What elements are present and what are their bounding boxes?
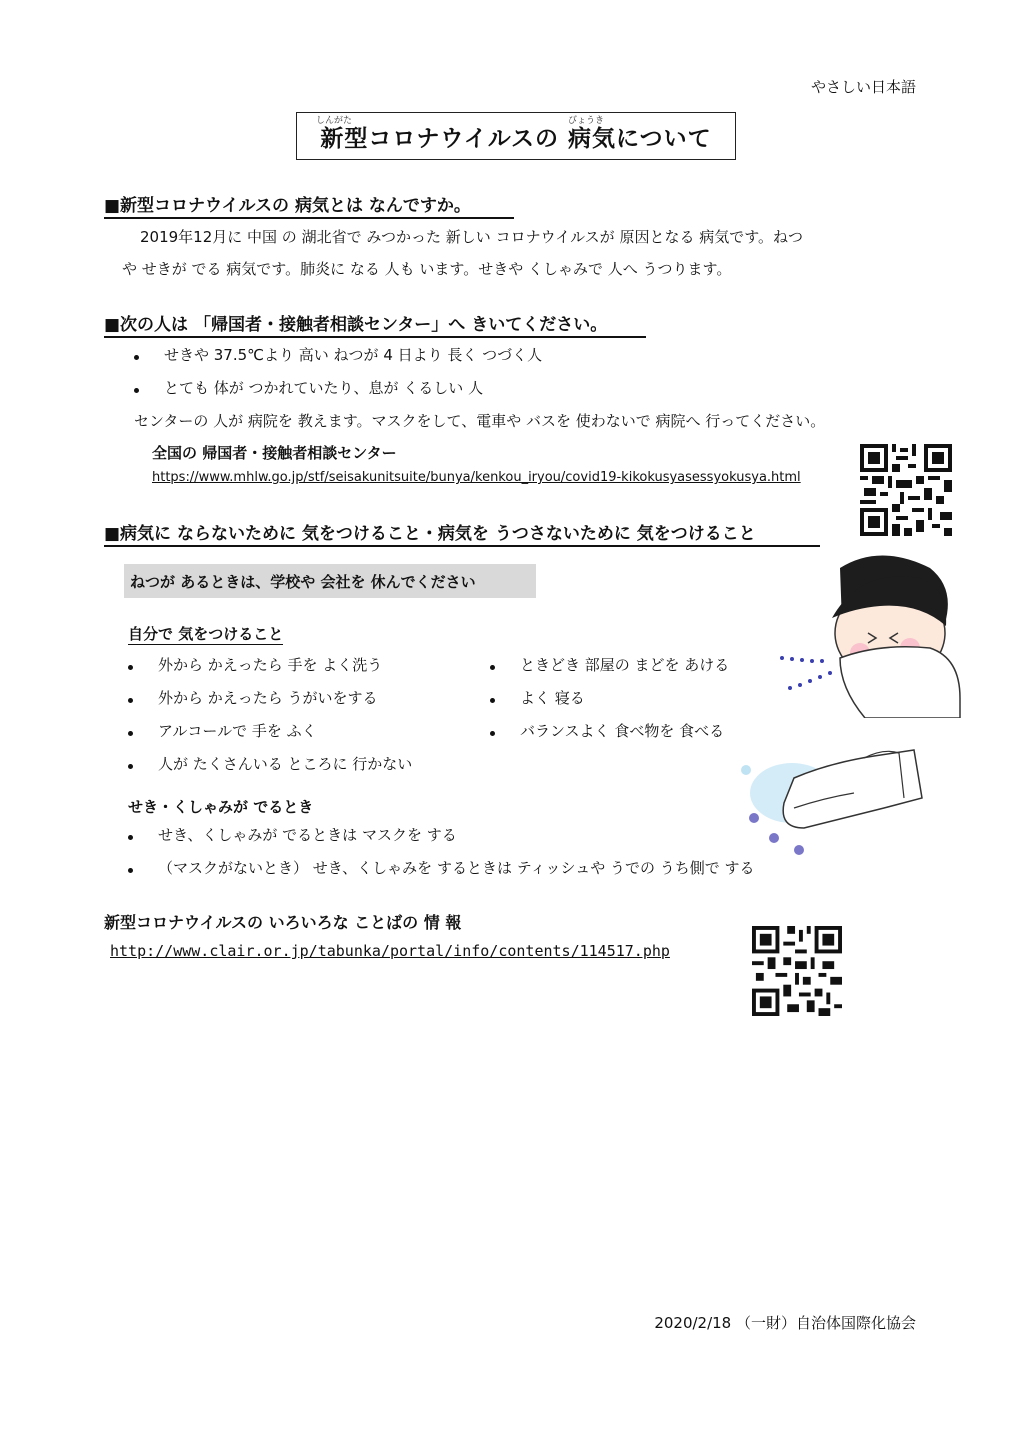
consultation-center-label: 全国の 帰国者・接触者相談センター xyxy=(152,444,397,462)
section2-note: センターの 人が 病院を 教えます。マスクをして、電車や バスを 使わないで 病院へ 行ってください。 xyxy=(134,412,826,430)
section2-heading: ■次の人は 「帰国者・接触者相談センター」へ きいてください。 xyxy=(104,310,646,338)
handwash-illustration-icon xyxy=(734,738,924,868)
fever-notice: ねつが あるときは、学校や 会社を 休んでください xyxy=(124,564,536,598)
cough-list xyxy=(124,822,755,888)
self-care-heading: 自分で 気をつけること xyxy=(128,625,284,643)
section1-heading: ■新型コロナウイルスの 病気とは なんですか。 xyxy=(104,191,514,219)
list-item: バランスよく 食べ物を 食べる xyxy=(486,718,729,751)
section4-heading: 新型コロナウイルスの いろいろな ことばの 情 報 xyxy=(104,913,462,932)
list-item: とても 体が つかれていたり、息が くるしい 人 xyxy=(130,375,542,408)
consultation-center-link[interactable]: https://www.mhlw.go.jp/stf/seisakunitsuite/bunya/kenkou_iryou/covid19-kikokusyasessyokusya.html xyxy=(152,470,801,485)
list-item: ときどき 部屋の まどを あける xyxy=(486,652,729,685)
section3-heading: ■病気に ならないために 気をつけること・病気を うつさないために 気をつけること xyxy=(104,519,820,547)
self-care-left-list xyxy=(124,652,412,784)
section1-line2: や せきが でる 病気です。肺炎に なる 人も います。せきや くしゃみで 人へ うつります。 xyxy=(122,260,732,278)
section1-line1: 2019年12月に 中国 の 湖北省で みつかった 新しい コロナウイルスが 原因となる 病気です。ねつ xyxy=(140,228,804,246)
list-item: アルコールで 手を ふく xyxy=(124,718,412,751)
list-item: よく 寝る xyxy=(486,685,729,718)
list-item: せきや 37.5℃より 高い ねつが 4 日より 長く つづく人 xyxy=(130,342,542,375)
list-item: （マスクがないとき） せき、くしゃみを するときは ティッシュや うでの うち側で する xyxy=(124,855,755,888)
list-item: 外から かえったら うがいをする xyxy=(124,685,412,718)
footer-date-publisher: 2020/2/18 （一財）自治体国際化協会 xyxy=(654,1314,916,1332)
list-item: 人が たくさんいる ところに 行かない xyxy=(124,751,412,784)
sneeze-illustration-icon xyxy=(770,548,970,718)
list-item: 外から かえったら 手を よく洗う xyxy=(124,652,412,685)
qr-code-icon xyxy=(860,444,952,536)
page-title: 新型コロナウイルスの 病気について xyxy=(320,125,712,152)
document-label: やさしい日本語 xyxy=(810,78,916,96)
list-item: せき、くしゃみが でるときは マスクを する xyxy=(124,822,755,855)
section2-bullet-list xyxy=(130,342,542,408)
cough-heading: せき・くしゃみが でるとき xyxy=(128,798,314,816)
qr-code-icon xyxy=(752,926,842,1016)
title-box xyxy=(296,112,736,160)
title-ruby-byouki: びょうき xyxy=(568,116,605,126)
title-ruby-shingata: しんがた xyxy=(316,116,353,126)
self-care-right-list xyxy=(486,652,729,751)
clair-info-link[interactable]: http://www.clair.or.jp/tabunka/portal/info/contents/114517.php xyxy=(110,942,670,960)
